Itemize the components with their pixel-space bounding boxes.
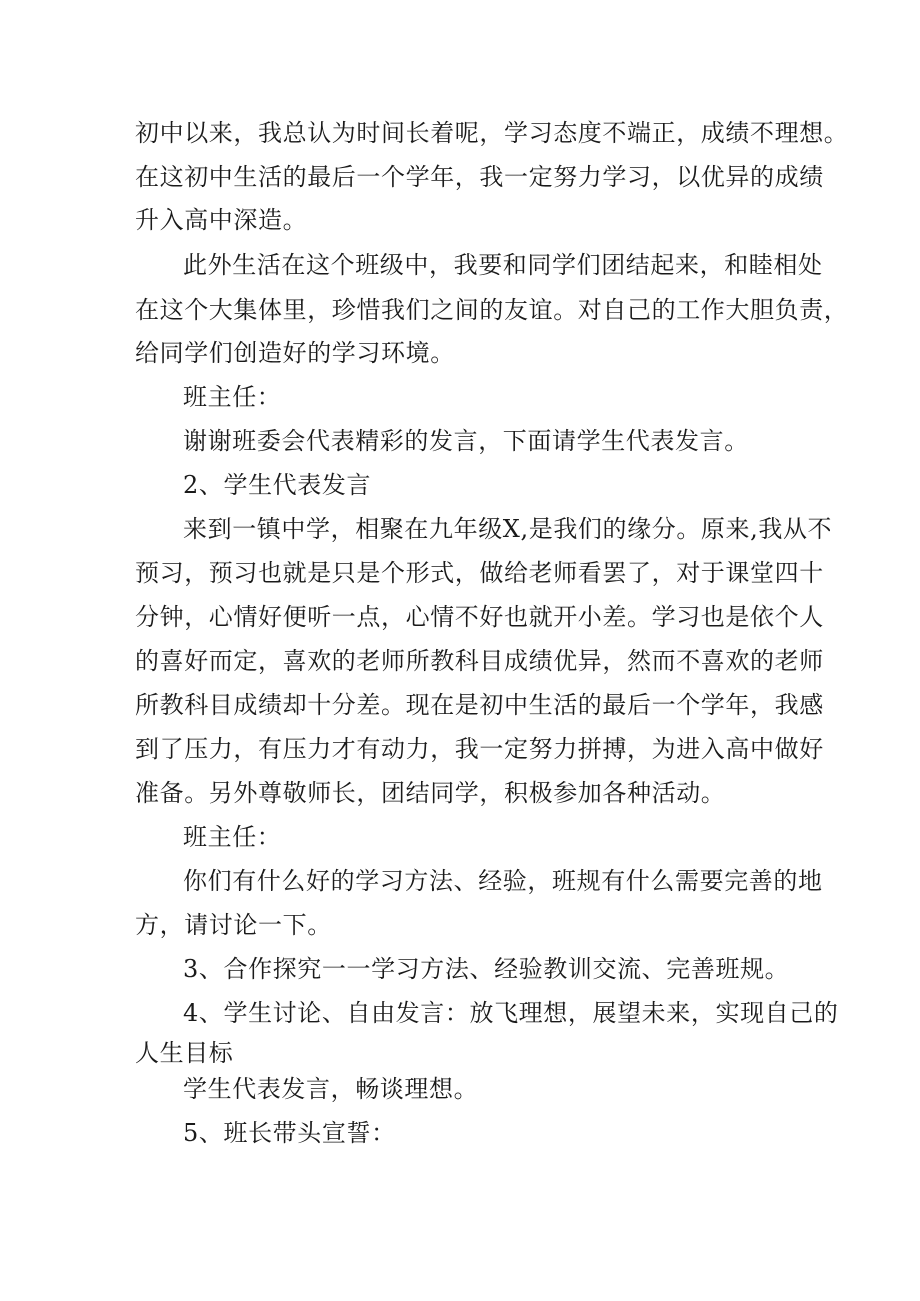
section-heading: 3、合作探究一一学习方法、经验教训交流、完善班规。	[183, 955, 790, 983]
text-line: 在这个大集体里，珍惜我们之间的友谊。对自己的工作大胆负责，	[135, 296, 849, 324]
section-heading: 5、班长带头宣誓：	[183, 1119, 396, 1147]
text-line: 方，请讨论一下。	[135, 911, 332, 939]
speaker-label: 班主任：	[183, 823, 282, 851]
paragraph-first-line: 你们有什么好的学习方法、经验，班规有什么需要完善的地	[183, 867, 823, 895]
speaker-label: 班主任：	[183, 383, 282, 411]
text-line: 分钟，心情好便听一点，心情不好也就开小差。学习也是依个人	[135, 603, 824, 631]
section-heading: 4、学生讨论、自由发言：放飞理想，展望未来，实现自己的	[183, 999, 839, 1027]
text-line: 在这初中生活的最后一个学年，我一定努力学习，以优异的成绩	[135, 163, 824, 191]
text-line: 预习，预习也就是只是个形式，做给老师看罢了，对于课堂四十	[135, 559, 824, 587]
paragraph-first-line: 谢谢班委会代表精彩的发言，下面请学生代表发言。	[183, 427, 749, 455]
paragraph-first-line: 来到一镇中学，相聚在九年级X,是我们的缘分。原来,我从不	[183, 515, 833, 543]
text-line: 升入高中深造。	[135, 206, 308, 234]
text-line: 到了压力，有压力才有动力，我一定努力拼搏，为进入高中做好	[135, 735, 824, 763]
paragraph-first-line: 此外生活在这个班级中，我要和同学们团结起来，和睦相处	[183, 251, 823, 279]
text-line: 给同学们创造好的学习环境。	[135, 339, 455, 367]
text-line: 的喜好而定，喜欢的老师所教科目成绩优异，然而不喜欢的老师	[135, 647, 824, 675]
text-line: 初中以来，我总认为时间长着呢，学习态度不端正，成绩不理想。	[135, 119, 849, 147]
text-line: 所教科目成绩却十分差。现在是初中生活的最后一个学年，我感	[135, 691, 824, 719]
section-heading: 2、学生代表发言	[183, 471, 372, 499]
text-line: 准备。另外尊敬师长，团结同学，积极参加各种活动。	[135, 779, 726, 807]
paragraph-first-line: 学生代表发言，畅谈理想。	[183, 1075, 479, 1103]
text-line: 人生目标	[135, 1039, 234, 1067]
